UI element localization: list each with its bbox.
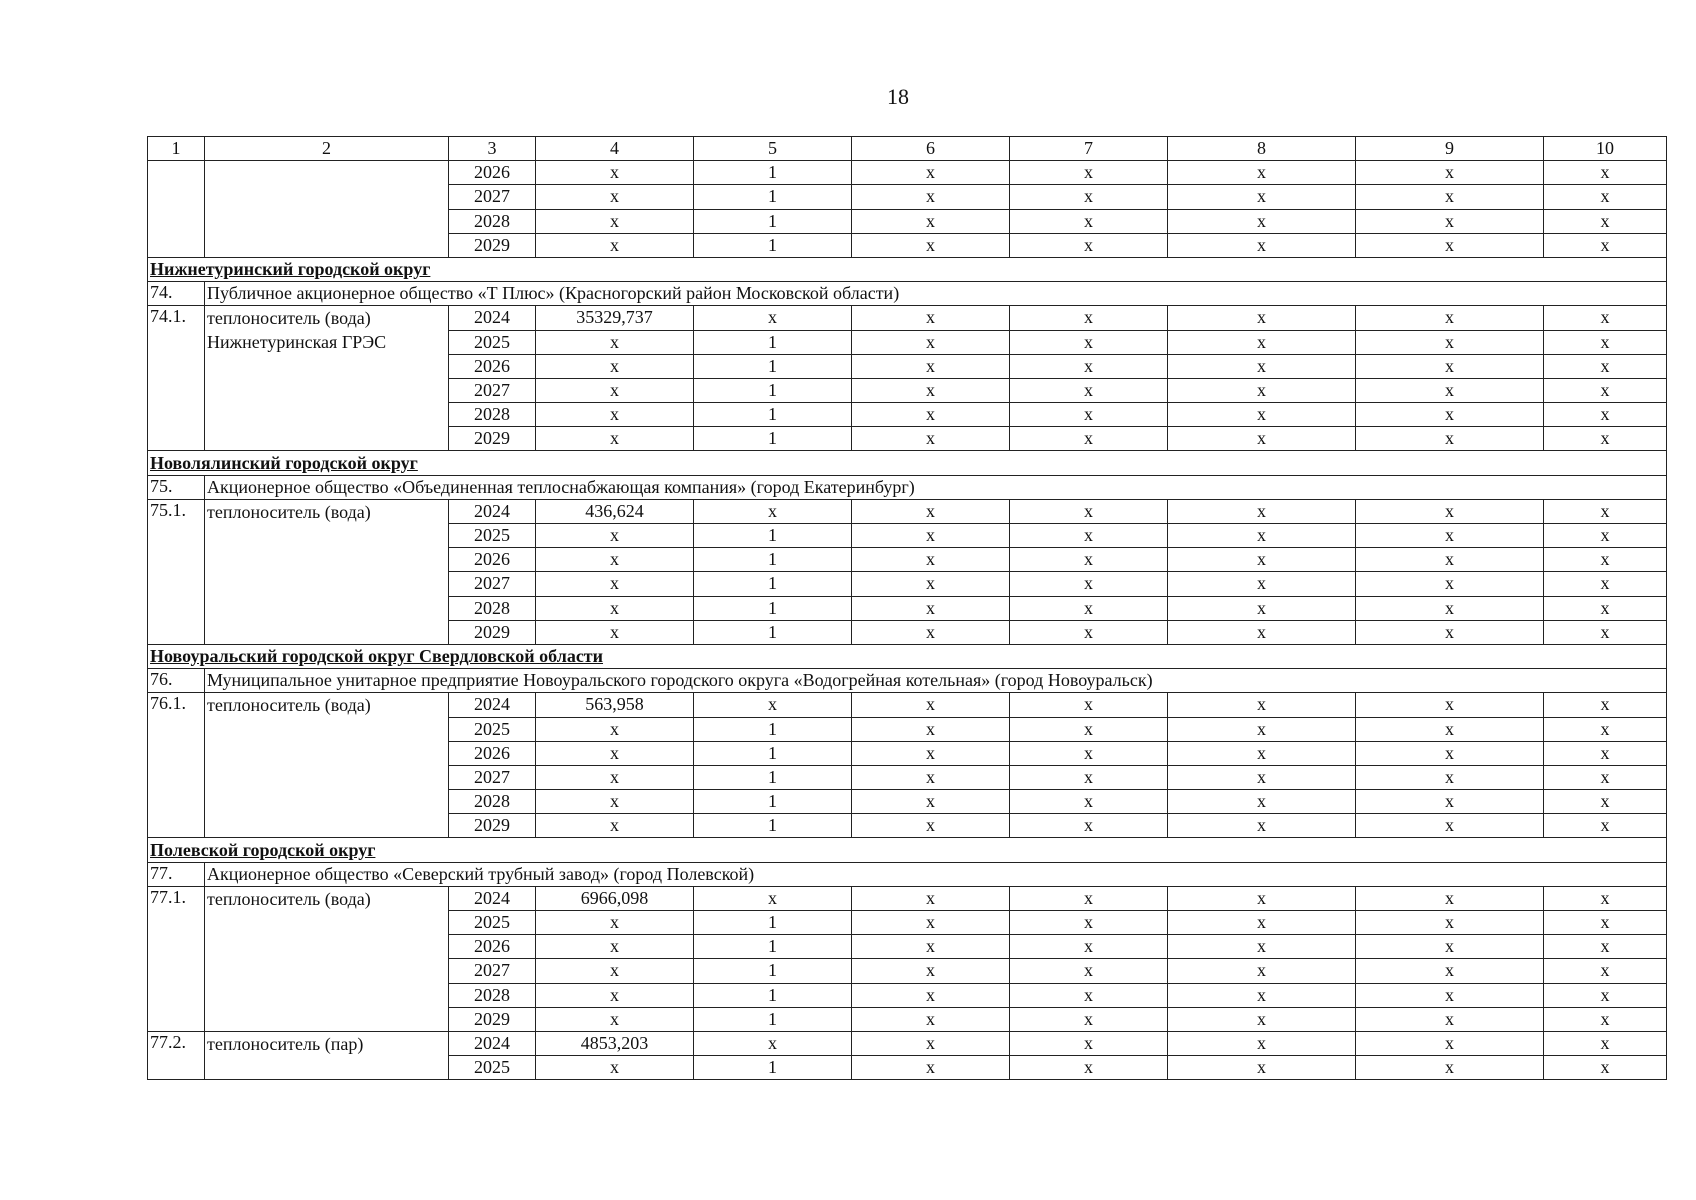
organization-row xyxy=(148,669,1667,693)
value-cell: х xyxy=(852,524,1010,548)
organization-row xyxy=(148,282,1667,306)
value-cell: х xyxy=(852,959,1010,983)
value-cell: х xyxy=(1356,1031,1544,1055)
organization-name: Публичное акционерное общество «Т Плюс» (Красногорский район Московской области) xyxy=(205,282,1667,306)
year-cell: 2027 xyxy=(449,185,536,209)
year-cell: 2025 xyxy=(449,911,536,935)
year-cell: 2026 xyxy=(449,935,536,959)
value-cell: 1 xyxy=(694,741,852,765)
value-cell: х xyxy=(1544,911,1667,935)
value-cell: х xyxy=(852,572,1010,596)
value-cell: х xyxy=(852,427,1010,451)
value-cell: х xyxy=(1010,548,1168,572)
value-cell: х xyxy=(1544,306,1667,330)
value-cell: х xyxy=(1168,572,1356,596)
organization-number: 77. xyxy=(148,862,205,886)
column-header: 8 xyxy=(1168,137,1356,161)
value-cell: х xyxy=(1010,765,1168,789)
value-cell: х xyxy=(536,524,694,548)
value-cell: х xyxy=(1168,596,1356,620)
column-header: 3 xyxy=(449,137,536,161)
value-cell: х xyxy=(1356,524,1544,548)
value-cell: х xyxy=(536,403,694,427)
value-cell: х xyxy=(536,233,694,257)
value-cell: х xyxy=(852,1007,1010,1031)
item-number-cell: 76.1. xyxy=(148,693,205,838)
year-cell: 2027 xyxy=(449,378,536,402)
section-row xyxy=(148,451,1667,475)
value-cell: х xyxy=(536,620,694,644)
value-cell: х xyxy=(1010,403,1168,427)
value-cell: х xyxy=(852,306,1010,330)
value-cell: 1 xyxy=(694,572,852,596)
column-header: 10 xyxy=(1544,137,1667,161)
value-cell: х xyxy=(694,693,852,717)
value-cell: х xyxy=(1544,959,1667,983)
value-cell: х xyxy=(1168,378,1356,402)
section-row xyxy=(148,644,1667,668)
value-cell: х xyxy=(536,717,694,741)
value-cell: 1 xyxy=(694,983,852,1007)
value-cell: х xyxy=(1356,935,1544,959)
organization-number: 76. xyxy=(148,669,205,693)
item-number-cell: 77.2. xyxy=(148,1031,205,1079)
value-cell: х xyxy=(1168,935,1356,959)
value-cell: х xyxy=(1168,330,1356,354)
value-cell: 1 xyxy=(694,209,852,233)
value-cell: х xyxy=(1544,330,1667,354)
year-cell: 2029 xyxy=(449,814,536,838)
value-cell: х xyxy=(536,378,694,402)
value-cell: 1 xyxy=(694,911,852,935)
value-cell: х xyxy=(694,1031,852,1055)
value-cell: х xyxy=(1544,717,1667,741)
value-cell: х xyxy=(852,741,1010,765)
value-cell: х xyxy=(1010,185,1168,209)
value-cell: х xyxy=(1544,233,1667,257)
value-cell: х xyxy=(1010,354,1168,378)
year-cell: 2029 xyxy=(449,620,536,644)
value-cell: х xyxy=(536,1007,694,1031)
value-cell: 1 xyxy=(694,620,852,644)
year-cell: 2026 xyxy=(449,741,536,765)
year-cell: 2028 xyxy=(449,596,536,620)
value-cell: х xyxy=(1168,886,1356,910)
year-cell: 2028 xyxy=(449,209,536,233)
item-name-cell: теплоноситель (вода) xyxy=(205,499,449,644)
organization-number: 75. xyxy=(148,475,205,499)
value-cell: 1 xyxy=(694,596,852,620)
column-header: 5 xyxy=(694,137,852,161)
value-cell: х xyxy=(1010,596,1168,620)
value-cell: х xyxy=(1544,354,1667,378)
value-cell: х xyxy=(1356,354,1544,378)
value-cell: х xyxy=(1010,814,1168,838)
value-cell: х xyxy=(694,499,852,523)
value-cell: х xyxy=(852,403,1010,427)
value-cell: х xyxy=(1010,499,1168,523)
value-cell: х xyxy=(1168,354,1356,378)
value-cell: х xyxy=(1010,427,1168,451)
section-row xyxy=(148,838,1667,862)
year-cell: 2024 xyxy=(449,306,536,330)
value-cell: х xyxy=(1356,161,1544,185)
value-cell: х xyxy=(1168,499,1356,523)
organization-row xyxy=(148,475,1667,499)
year-cell: 2027 xyxy=(449,959,536,983)
value-cell: х xyxy=(1010,911,1168,935)
value-cell: х xyxy=(1544,790,1667,814)
value-cell: х xyxy=(852,378,1010,402)
value-cell: х xyxy=(536,935,694,959)
value-cell: х xyxy=(852,1031,1010,1055)
section-title-cell xyxy=(148,838,1667,862)
value-cell: х xyxy=(1168,765,1356,789)
organization-name: Муниципальное унитарное предприятие Новоуральского городского округа «Водогрейная котельная» (город Новоуральск) xyxy=(205,669,1667,693)
value-cell: 1 xyxy=(694,524,852,548)
item-number-cell: 77.1. xyxy=(148,886,205,1031)
value-cell: х xyxy=(852,717,1010,741)
value-cell: х xyxy=(852,886,1010,910)
value-cell: х xyxy=(1356,911,1544,935)
value-cell: х xyxy=(536,1056,694,1080)
value-cell: 563,958 xyxy=(536,693,694,717)
value-cell: х xyxy=(1168,911,1356,935)
section-title: Новолялинский городской округ xyxy=(150,452,418,473)
value-cell: х xyxy=(1010,983,1168,1007)
organization-number: 74. xyxy=(148,282,205,306)
section-title-cell xyxy=(148,644,1667,668)
value-cell: х xyxy=(852,1056,1010,1080)
value-cell: х xyxy=(536,983,694,1007)
value-cell: х xyxy=(852,790,1010,814)
section-title-cell xyxy=(148,257,1667,281)
value-cell: х xyxy=(1010,790,1168,814)
year-cell: 2026 xyxy=(449,548,536,572)
value-cell: х xyxy=(1544,548,1667,572)
value-cell: х xyxy=(852,548,1010,572)
value-cell: х xyxy=(1544,886,1667,910)
value-cell: х xyxy=(1544,1031,1667,1055)
year-cell: 2024 xyxy=(449,693,536,717)
value-cell: х xyxy=(1544,935,1667,959)
value-cell: х xyxy=(1544,596,1667,620)
column-header: 2 xyxy=(205,137,449,161)
value-cell: х xyxy=(852,983,1010,1007)
value-cell: х xyxy=(1168,524,1356,548)
table-row xyxy=(148,693,1667,717)
value-cell: х xyxy=(536,911,694,935)
year-cell: 2026 xyxy=(449,354,536,378)
value-cell: х xyxy=(1356,983,1544,1007)
value-cell: х xyxy=(1544,814,1667,838)
value-cell: 1 xyxy=(694,765,852,789)
value-cell: х xyxy=(1010,741,1168,765)
organization-row xyxy=(148,862,1667,886)
value-cell: х xyxy=(1010,306,1168,330)
table-row xyxy=(148,306,1667,330)
year-cell: 2028 xyxy=(449,403,536,427)
value-cell: х xyxy=(1010,886,1168,910)
item-name-cell: теплоноситель (пар) xyxy=(205,1031,449,1079)
value-cell: х xyxy=(1544,185,1667,209)
year-cell: 2025 xyxy=(449,524,536,548)
value-cell: х xyxy=(1168,717,1356,741)
value-cell: 1 xyxy=(694,233,852,257)
value-cell: х xyxy=(536,548,694,572)
value-cell: х xyxy=(1010,524,1168,548)
page-number: 18 xyxy=(887,84,909,109)
table-row xyxy=(148,886,1667,910)
column-header: 7 xyxy=(1010,137,1168,161)
value-cell: 1 xyxy=(694,1056,852,1080)
value-cell: х xyxy=(1544,161,1667,185)
value-cell: х xyxy=(1168,306,1356,330)
value-cell: х xyxy=(1544,524,1667,548)
value-cell: х xyxy=(1544,983,1667,1007)
year-cell: 2024 xyxy=(449,1031,536,1055)
year-cell: 2029 xyxy=(449,233,536,257)
value-cell: х xyxy=(1010,1031,1168,1055)
value-cell: х xyxy=(1010,620,1168,644)
value-cell: х xyxy=(536,161,694,185)
value-cell: х xyxy=(1544,765,1667,789)
year-cell: 2026 xyxy=(449,161,536,185)
value-cell: х xyxy=(1010,572,1168,596)
value-cell: х xyxy=(1168,209,1356,233)
item-number-cell xyxy=(148,161,205,258)
year-cell: 2029 xyxy=(449,1007,536,1031)
organization-name: Акционерное общество «Северский трубный завод» (город Полевской) xyxy=(205,862,1667,886)
section-title-cell xyxy=(148,451,1667,475)
column-header: 9 xyxy=(1356,137,1544,161)
table-row xyxy=(148,1031,1667,1055)
value-cell: х xyxy=(852,911,1010,935)
value-cell: х xyxy=(852,620,1010,644)
value-cell: х xyxy=(1356,886,1544,910)
value-cell: х xyxy=(1010,717,1168,741)
value-cell: х xyxy=(1544,499,1667,523)
value-cell: х xyxy=(1544,209,1667,233)
value-cell: х xyxy=(536,959,694,983)
value-cell: х xyxy=(1544,620,1667,644)
value-cell: х xyxy=(1168,1031,1356,1055)
year-cell: 2024 xyxy=(449,499,536,523)
value-cell: х xyxy=(1544,693,1667,717)
value-cell: х xyxy=(852,354,1010,378)
value-cell: х xyxy=(852,499,1010,523)
value-cell: х xyxy=(1168,185,1356,209)
value-cell: 436,624 xyxy=(536,499,694,523)
section-title: Нижнетуринский городской округ xyxy=(150,259,431,280)
value-cell: х xyxy=(694,306,852,330)
value-cell: х xyxy=(1356,233,1544,257)
value-cell: х xyxy=(852,814,1010,838)
year-cell: 2029 xyxy=(449,427,536,451)
value-cell: х xyxy=(1168,1056,1356,1080)
value-cell: х xyxy=(1010,935,1168,959)
value-cell: х xyxy=(1544,403,1667,427)
value-cell: х xyxy=(1356,693,1544,717)
value-cell: х xyxy=(536,330,694,354)
table-body xyxy=(148,137,1667,1080)
value-cell: х xyxy=(1356,499,1544,523)
value-cell: х xyxy=(1544,427,1667,451)
header-row xyxy=(148,137,1667,161)
column-header: 1 xyxy=(148,137,205,161)
value-cell: х xyxy=(1168,959,1356,983)
value-cell: 1 xyxy=(694,717,852,741)
value-cell: х xyxy=(1168,790,1356,814)
value-cell: х xyxy=(1356,403,1544,427)
value-cell: х xyxy=(852,330,1010,354)
value-cell: х xyxy=(852,209,1010,233)
value-cell: х xyxy=(1010,693,1168,717)
value-cell: х xyxy=(1168,814,1356,838)
value-cell: х xyxy=(1356,959,1544,983)
organization-name: Акционерное общество «Объединенная теплоснабжающая компания» (город Екатеринбург) xyxy=(205,475,1667,499)
value-cell: 1 xyxy=(694,330,852,354)
value-cell: х xyxy=(1356,620,1544,644)
value-cell: х xyxy=(1168,983,1356,1007)
value-cell: х xyxy=(1544,572,1667,596)
item-number-cell: 75.1. xyxy=(148,499,205,644)
item-name-cell xyxy=(205,161,449,258)
year-cell: 2027 xyxy=(449,765,536,789)
value-cell: х xyxy=(536,354,694,378)
value-cell: х xyxy=(1168,403,1356,427)
value-cell: х xyxy=(1356,572,1544,596)
value-cell: х xyxy=(1168,693,1356,717)
value-cell: 4853,203 xyxy=(536,1031,694,1055)
value-cell: 1 xyxy=(694,935,852,959)
value-cell: х xyxy=(536,790,694,814)
value-cell: х xyxy=(1168,233,1356,257)
value-cell: х xyxy=(852,185,1010,209)
value-cell: 1 xyxy=(694,427,852,451)
item-name-cell: теплоноситель (вода) xyxy=(205,693,449,838)
value-cell: 1 xyxy=(694,185,852,209)
value-cell: 1 xyxy=(694,548,852,572)
value-cell: 1 xyxy=(694,378,852,402)
value-cell: х xyxy=(536,596,694,620)
value-cell: 1 xyxy=(694,790,852,814)
value-cell: 1 xyxy=(694,354,852,378)
value-cell: 1 xyxy=(694,1007,852,1031)
section-title: Полевской городской округ xyxy=(150,839,376,860)
value-cell: х xyxy=(1010,209,1168,233)
value-cell: х xyxy=(1010,1056,1168,1080)
year-cell: 2028 xyxy=(449,790,536,814)
value-cell: х xyxy=(1544,1007,1667,1031)
value-cell: х xyxy=(852,596,1010,620)
tariff-table xyxy=(147,136,1667,1080)
year-cell: 2025 xyxy=(449,717,536,741)
value-cell: х xyxy=(1356,717,1544,741)
value-cell: х xyxy=(536,209,694,233)
value-cell: х xyxy=(852,233,1010,257)
value-cell: х xyxy=(1010,330,1168,354)
value-cell: х xyxy=(1168,161,1356,185)
value-cell: 1 xyxy=(694,959,852,983)
year-cell: 2028 xyxy=(449,983,536,1007)
column-header: 4 xyxy=(536,137,694,161)
value-cell: 1 xyxy=(694,814,852,838)
value-cell: х xyxy=(536,572,694,596)
value-cell: х xyxy=(1168,427,1356,451)
item-name-cell: теплоноситель (вода) Нижнетуринская ГРЭС xyxy=(205,306,449,451)
value-cell: 6966,098 xyxy=(536,886,694,910)
value-cell: х xyxy=(1010,959,1168,983)
year-cell: 2024 xyxy=(449,886,536,910)
value-cell: х xyxy=(1356,765,1544,789)
value-cell: х xyxy=(1010,378,1168,402)
value-cell: х xyxy=(1010,1007,1168,1031)
value-cell: х xyxy=(1356,1056,1544,1080)
value-cell: х xyxy=(1356,741,1544,765)
value-cell: 35329,737 xyxy=(536,306,694,330)
section-title: Новоуральский городской округ Свердловской области xyxy=(150,646,604,667)
section-row xyxy=(148,257,1667,281)
table-row xyxy=(148,161,1667,185)
value-cell: 1 xyxy=(694,161,852,185)
value-cell: х xyxy=(1544,378,1667,402)
value-cell: х xyxy=(1168,620,1356,644)
value-cell: х xyxy=(1356,209,1544,233)
value-cell: х xyxy=(694,886,852,910)
value-cell: х xyxy=(1356,548,1544,572)
year-cell: 2025 xyxy=(449,1056,536,1080)
value-cell: х xyxy=(536,814,694,838)
value-cell: х xyxy=(1356,306,1544,330)
year-cell: 2027 xyxy=(449,572,536,596)
value-cell: х xyxy=(1356,330,1544,354)
value-cell: х xyxy=(1168,548,1356,572)
year-cell: 2025 xyxy=(449,330,536,354)
value-cell: х xyxy=(1544,1056,1667,1080)
value-cell: х xyxy=(536,765,694,789)
value-cell: х xyxy=(1544,741,1667,765)
table-row xyxy=(148,499,1667,523)
value-cell: х xyxy=(852,693,1010,717)
value-cell: х xyxy=(536,185,694,209)
value-cell: х xyxy=(1356,427,1544,451)
value-cell: х xyxy=(1356,814,1544,838)
value-cell: х xyxy=(536,427,694,451)
value-cell: х xyxy=(1010,161,1168,185)
item-number-cell: 74.1. xyxy=(148,306,205,451)
value-cell: х xyxy=(1010,233,1168,257)
value-cell: х xyxy=(1356,378,1544,402)
value-cell: х xyxy=(1356,185,1544,209)
value-cell: 1 xyxy=(694,403,852,427)
value-cell: х xyxy=(1356,790,1544,814)
column-header: 6 xyxy=(852,137,1010,161)
value-cell: х xyxy=(1168,1007,1356,1031)
value-cell: х xyxy=(1356,1007,1544,1031)
item-name-cell: теплоноситель (вода) xyxy=(205,886,449,1031)
value-cell: х xyxy=(1356,596,1544,620)
value-cell: х xyxy=(852,935,1010,959)
value-cell: х xyxy=(1168,741,1356,765)
value-cell: х xyxy=(852,765,1010,789)
value-cell: х xyxy=(852,161,1010,185)
value-cell: х xyxy=(536,741,694,765)
